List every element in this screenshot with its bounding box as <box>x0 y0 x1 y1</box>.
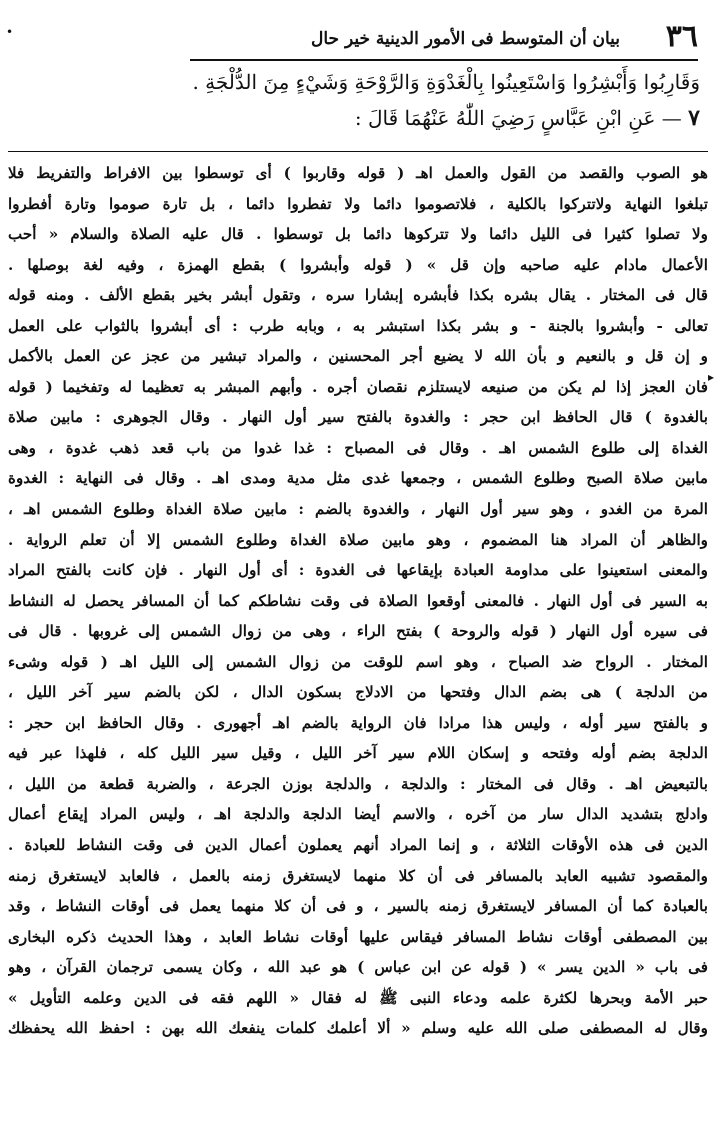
hadith-line-2 <box>210 100 700 136</box>
commentary-line: فى باب « الدين يسر » ( قوله عن ابن عباس ) هو عبد الله ، وكان يسمى ترجمان القرآن ، وهو <box>8 958 708 977</box>
commentary-line: فى سيره أول النهار ( قوله والروحة ) بفتح الراء ، وهى من زوال الشمس إلى غروبها . قال فى <box>8 622 708 641</box>
commentary-line: هو الصوب والقصد من القول والعمل اهـ ( قوله وقاربوا ) أى توسطوا بين الافراط والتفريط فلا <box>8 164 708 182</box>
hadith-narrator: — عَنِ ابْنِ عَبَّاسٍ رَضِيَ اللّٰهُ عَنْهُمَا قَالَ : <box>354 106 682 130</box>
commentary-line: الدلجة بضم أوله وفتحه و إسكان اللام سير آخر الليل ، وقيل سير الليل كله ، فلهذا عبر فيه <box>8 744 708 763</box>
hadith-line-1: وَقَارِبُوا وَأَبْشِرُوا وَاسْتَعِينُوا بِالْغَدْوَةِ وَالرَّوْحَةِ وَشَيْءٍ مِنَ الدُّلْجَةِ . <box>192 70 700 94</box>
commentary-line: مابين صلاة الصبح وطلوع الشمس ، وجمعها غدى مثل مدية ومدى اهـ . وقال فى النهاية : الغدوة <box>8 469 708 488</box>
margin-arrow-icon: ▸ <box>708 370 715 384</box>
commentary-line: المرة من الغدو ، وهو سير أول النهار ، والغدوة بالضم : مابين صلاة الغداة وطلوع الشمس اهـ ، <box>8 500 708 519</box>
commentary-line: تعالى - وأبشروا بالجنة - و بشر بكذا استبشر به ، وبابه طرب : أى أبشروا بالثواب على العمل <box>8 316 708 335</box>
commentary-body <box>8 158 708 1044</box>
commentary-line: بالغدوة ) قال الحافظ ابن حجر : والغدوة بالفتح سير أول النهار . وقال الجوهرى : مابين صلاة <box>8 408 708 427</box>
commentary-line: والمقصود تشبيه العابد بالمسافر فى أن كلا منهما لايستغرق زمنه بالعمل ، فالعابد لايستغرق زمنه <box>8 866 708 885</box>
commentary-line: حبر الأمة وبحرها لكثرة علمه ودعاء النبى ﷺ له فقال « اللهم فقه فى الدين وعلمه التأويل » <box>8 988 708 1007</box>
commentary-line: بالتبعيض اهـ . وقال فى المختار : والدلجة ، والدلجة بوزن الجرعة ، والضربة قطعة من الليل ، <box>8 774 708 793</box>
commentary-line: وادلج بتشديد الدال سار من آخره ، والاسم أيضا الدلجة والدلجة اهـ ، وليس المراد إيقاع أعمال <box>8 805 708 824</box>
commentary-line: فان العجز إذا لم يكن من صنيعه لايستلزم نقصان أجره . وأبهم المبشر به تعظيما له وتفخيما ( قوله <box>8 377 708 396</box>
commentary-line: قال فى المختار . يقال بشره بكذا فأبشره إبشارا سره ، وتقول أبشر بخير بقطع الألف . ومنه قوله <box>8 286 708 305</box>
hadith-number: ٧ <box>688 105 700 131</box>
commentary-line: من الدلجة ) هى بضم الدال وفتحها من الادلاج بسكون الدال ، لكن بالضم سير آخر الليل ، <box>8 683 708 702</box>
page-number: ٣٦ <box>665 19 698 54</box>
commentary-line: و بالفتح سير أوله ، وليس هذا مرادا فان الرواية بالضم اهـ أجهورى . وقال الحافظ ابن حجر : <box>8 713 708 732</box>
margin-mark-icon: • <box>6 25 14 39</box>
commentary-line: الغداة إلى طلوع الشمس اهـ . وقال فى المصباح : غدا غدوا من باب قعد ذهب غدوة ، وهى <box>8 438 708 457</box>
commentary-line: بين المصطفى أوقات نشاط المسافر فيقاس عليها أوقات نشاط العابد ، وهذا الحديث ذكره البخارى <box>8 927 708 946</box>
commentary-line: والمعنى استعينوا على مداومة العبادة بإيقاعها فى الغدوة : أى أول النهار . فإن كانت بالفتح المراد <box>8 561 708 580</box>
header-rule <box>190 59 698 61</box>
commentary-line: الدين فى هذه الأوقات الثلاثة ، و إنما المراد أنهم يعملون أعمال الدين فى وقت النشاط للعبادة . <box>8 836 708 855</box>
running-title: بيان أن المتوسط فى الأمور الدينية خير حال <box>311 29 620 49</box>
commentary-line: المختار . الرواح ضد الصباح ، وهو اسم للوقت من زوال الشمس إلى الليل اهـ ( قوله وشىء <box>8 652 708 671</box>
commentary-line: الأعمال مادام عليه صاحبه وإن قل » ( قوله وأبشروا ) بقطع الهمزة ، وفيه لغة بوصلها . <box>8 255 708 274</box>
commentary-line: وقال له المصطفى صلى الله عليه وسلم « ألا أعلمك كلمات ينفعك الله بهن : احفظ الله يحفظك <box>8 1019 708 1038</box>
commentary-line: تبلغوا النهاية ولاتتركوا بالكلية ، فلاتصوموا دائما ولا تفطروا دائما ، بل تارة صوموا وتارة أفطروا <box>8 194 708 213</box>
commentary-line: به السير فى أول النهار . فالمعنى أوقعوا الصلاة فى وقت نشاطكم كما أن المسافر يحصل له النشاط <box>8 591 708 610</box>
page-header <box>190 18 698 58</box>
commentary-line: بالعبادة كما أن المسافر لايستغرق زمنه بالسير ، و فى أن كلا منهما يعمل فى أوقات النشاط ، وقد <box>8 897 708 916</box>
commentary-line: و إن قل و بالنعيم و بأن الله لا يضيع أجر المحسنين ، والمراد تبشير من عجز عن العمل بالأكمل <box>8 347 708 366</box>
section-divider <box>8 151 708 152</box>
commentary-line: ولا تصلوا كثيرا فى الليل دائما ولا تتركوها دائما بل توسطوا . قال عليه الصلاة والسلام « أحب <box>8 225 708 244</box>
hadith-text <box>192 64 704 148</box>
commentary-line: والظاهر أن المراد هنا المضموم ، وهو مابين صلاة الغداة وطلوع الشمس إلا أن تعلم الرواية . <box>8 530 708 549</box>
